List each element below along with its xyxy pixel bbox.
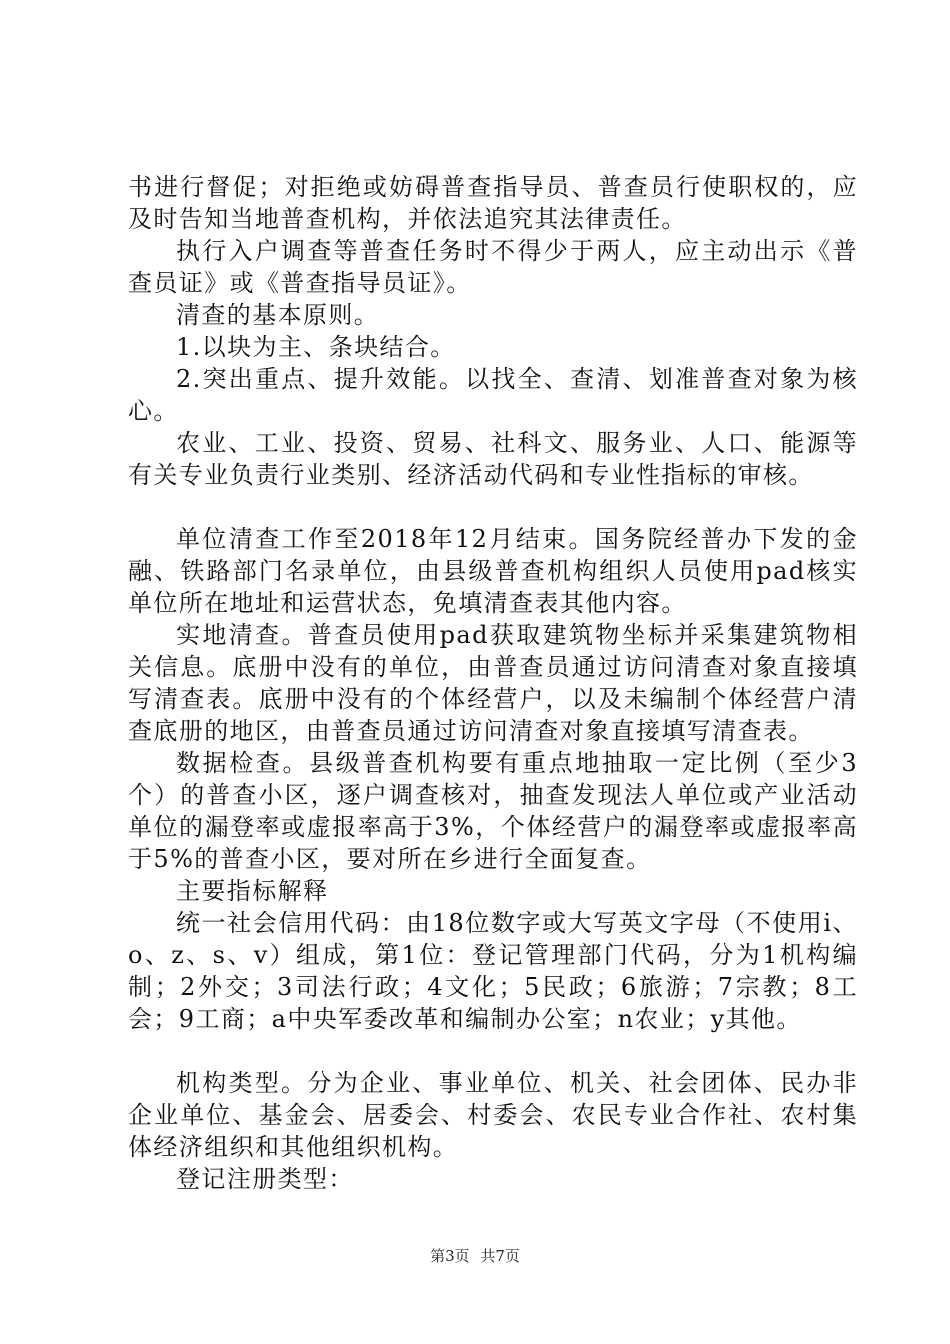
paragraph-8: 实地清查。普查员使用pad获取建筑物坐标并采集建筑物相关信息。底册中没有的单位，由普查员通过访问清查对象直接填写清查表。底册中没有的个体经营户，以及未编制个体经营户清查底册的地区，由普查员通过访问清查对象直接填写清查表。 <box>128 621 858 745</box>
page-number: 第3页 <box>430 1247 470 1265</box>
paragraph-6: 农业、工业、投资、贸易、社科文、服务业、人口、能源等有关专业负责行业类别、经济活动代码和专业性指标的审核。 <box>128 429 858 489</box>
document-body <box>128 171 858 1195</box>
paragraph-13: 登记注册类型： <box>176 1165 354 1193</box>
paragraph-2: 执行入户调查等普查任务时不得少于两人，应主动出示《普查员证》或《普查指导员证》。 <box>128 237 858 297</box>
paragraph-11: 统一社会信用代码：由18位数字或大写英文字母（不使用i、o、z、s、v）组成，第1位：登记管理部门代码，分为1机构编制；2外交；3司法行政；4文化；5民政；6旅游；7宗教；8工会；9工商；a中央军委改革和编制办公室；n农业；y其他。 <box>128 909 858 1033</box>
paragraph-1: 书进行督促；对拒绝或妨碍普查指导员、普查员行使职权的，应及时告知当地普查机构，并依法追究其法律责任。 <box>128 173 858 233</box>
page-footer <box>0 1246 950 1266</box>
paragraph-7: 单位清查工作至2018年12月结束。国务院经普办下发的金融、铁路部门名录单位，由县级普查机构组织人员使用pad核实单位所在地址和运营状态，免填清查表其他内容。 <box>128 525 858 617</box>
paragraph-5: 2.突出重点、提升效能。以找全、查清、划准普查对象为核心。 <box>128 365 858 425</box>
page-total: 共7页 <box>480 1247 520 1265</box>
paragraph-9: 数据检查。县级普查机构要有重点地抽取一定比例（至少3个）的普查小区，逐户调查核对，抽查发现法人单位或产业活动单位的漏登率或虚报率高于3%，个体经营户的漏登率或虚报率高于5%的普查小区，要对所在乡进行全面复查。 <box>128 749 858 873</box>
paragraph-12: 机构类型。分为企业、事业单位、机关、社会团体、民办非企业单位、基金会、居委会、村委会、农民专业合作社、农村集体经济组织和其他组织机构。 <box>128 1069 858 1161</box>
section-heading: 主要指标解释 <box>176 877 329 905</box>
paragraph-3: 清查的基本原则。 <box>176 301 380 329</box>
paragraph-4: 1.以块为主、条块结合。 <box>176 333 456 361</box>
